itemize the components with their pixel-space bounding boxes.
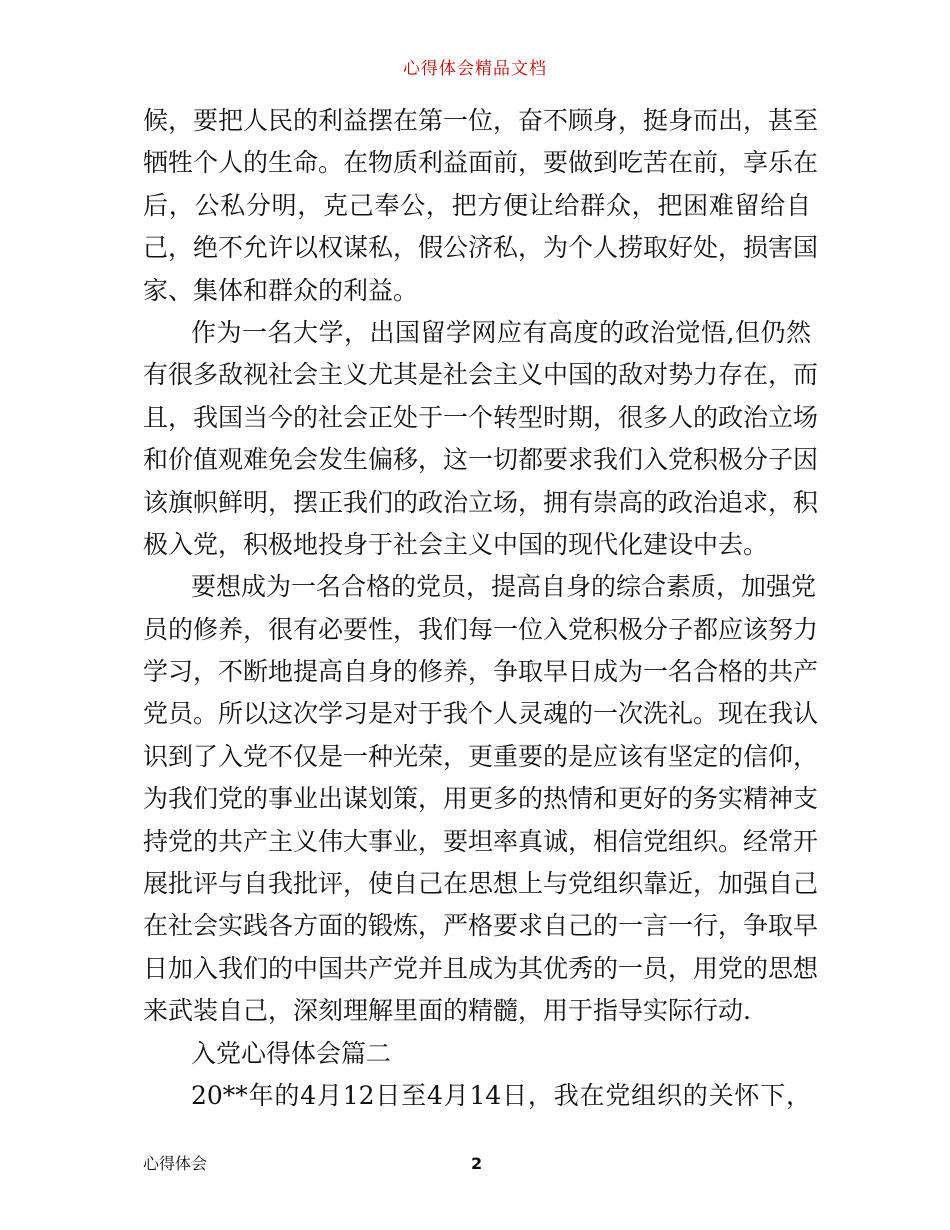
text-line: 在社会实践各方面的锻炼，严格要求自己的一言一行，争取早 [143, 911, 819, 941]
text-line: 极入党，积极地投身于社会主义中国的现代化建设中去。 [143, 529, 769, 559]
document-body [143, 100, 819, 1117]
text-line: 党员。所以这次学习是对于我个人灵魂的一次洗礼。现在我认 [143, 699, 819, 729]
text-line: 有很多敌视社会主义尤其是社会主义中国的敌对势力存在，而 [143, 360, 819, 390]
paragraph-start-line: 要想成为一名合格的党员，提高自身的综合素质，加强党 [191, 572, 817, 602]
text-line: 且，我国当今的社会正处于一个转型时期，很多人的政治立场 [143, 402, 819, 432]
paragraph-start-line: 20**年的4月12日至4月14日，我在党组织的关怀下， [191, 1080, 811, 1110]
section-heading: 入党心得体会篇二 [191, 1038, 392, 1068]
text-line: 员的修养，很有必要性，我们每一位入党积极分子都应该努力 [143, 614, 819, 644]
page-footer [143, 1152, 811, 1176]
text-line: 学习，不断地提高自身的修养，争取早日成为一名合格的共产 [143, 657, 819, 687]
text-line: 为我们党的事业出谋划策，用更多的热情和更好的务实精神支 [143, 784, 819, 814]
text-line: 后，公私分明，克己奉公，把方便让给群众，把困难留给自 [143, 190, 811, 220]
footer-label: 心得体会 [143, 1154, 208, 1173]
text-line: 己，绝不允许以权谋私，假公济私，为个人捞取好处，损害国 [143, 233, 819, 263]
text-line: 候，要把人民的利益摆在第一位，奋不顾身，挺身而出，甚至 [143, 106, 819, 135]
text-line: 来武装自己，深刻理解里面的精髓，用于指导实际行动. [143, 996, 751, 1026]
text-line: 该旗帜鲜明，摆正我们的政治立场，拥有崇高的政治追求，积 [143, 487, 819, 517]
text-line: 识到了入党不仅是一种光荣，更重要的是应该有坚定的信仰， [143, 741, 819, 771]
text-line: 日加入我们的中国共产党并且成为其优秀的一员，用党的思想 [143, 953, 819, 983]
page-header: 心得体会精品文档 [403, 59, 547, 79]
text-line: 家、集体和群众的利益。 [143, 275, 419, 305]
paragraph-start-line: 作为一名大学，出国留学网应有高度的政治觉悟,但仍然 [191, 317, 811, 347]
text-line: 牺牲个人的生命。在物质利益面前，要做到吃苦在前，享乐在 [143, 148, 819, 178]
text-line: 展批评与自我批评，使自己在思想上与党组织靠近，加强自己 [143, 869, 819, 899]
page-number: 2 [471, 1154, 483, 1173]
text-line: 持党的共产主义伟大事业，要坦率真诚，相信党组织。经常开 [143, 826, 819, 856]
text-line: 和价值观难免会发生偏移，这一切都要求我们入党积极分子因 [143, 445, 819, 475]
